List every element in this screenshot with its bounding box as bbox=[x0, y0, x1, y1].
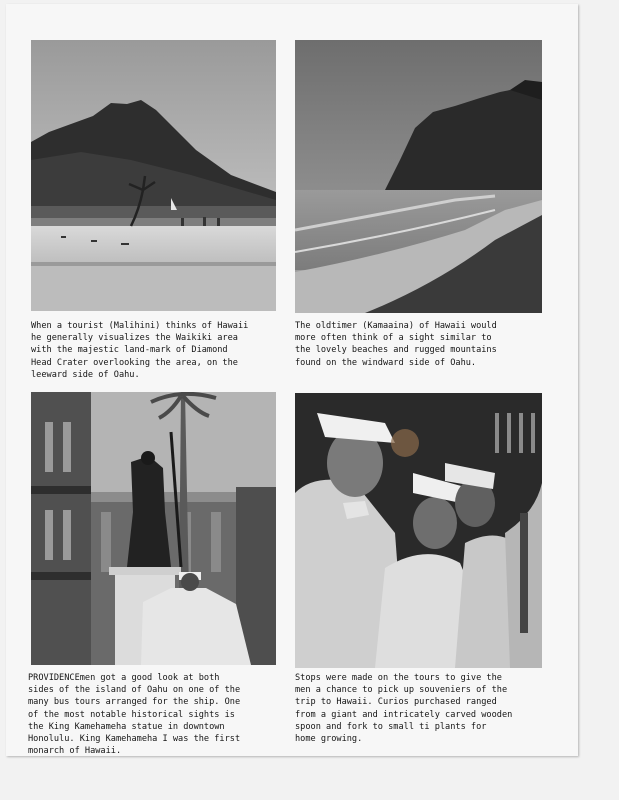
caption-line: spoon and fork to small ti plants for bbox=[295, 721, 487, 732]
caption-line: found on the windward side of Oahu. bbox=[295, 357, 477, 368]
caption-line: with the majestic land-mark of Diamond bbox=[31, 345, 228, 356]
caption-line: many bus tours arranged for the ship. One bbox=[28, 697, 241, 708]
caption-diamond-head bbox=[31, 320, 281, 381]
caption-line: home growing. bbox=[295, 734, 363, 745]
caption-line: from a giant and intricately carved wooden bbox=[295, 709, 513, 720]
caption-line: sides of the island of Oahu on one of the bbox=[28, 685, 241, 696]
caption-line: of the most notable historical sights is bbox=[28, 709, 235, 720]
caption-line: he generally visualizes the Waikiki area bbox=[31, 333, 238, 344]
photo-windward-beach bbox=[295, 40, 542, 313]
caption-line: PROVIDENCEmen got a good look at both bbox=[28, 673, 220, 683]
photo-sailors-souvenirs bbox=[295, 393, 542, 668]
caption-line: the King Kamehameha statue in downtown bbox=[28, 721, 225, 732]
caption-line: Stops were made on the tours to give the bbox=[295, 673, 502, 683]
caption-line: leeward side of Oahu. bbox=[31, 369, 140, 380]
caption-line: trip to Hawaii. Curios purchased ranged bbox=[295, 697, 497, 708]
caption-line: monarch of Hawaii. bbox=[28, 746, 122, 757]
caption-line: Head Crater overlooking the area, on the bbox=[31, 357, 238, 368]
caption-line: When a tourist (Malihini) thinks of Hawaii bbox=[31, 321, 249, 331]
caption-line: The oldtimer (Kamaaina) of Hawaii would bbox=[295, 321, 497, 331]
newsletter-page bbox=[6, 4, 578, 756]
caption-kamehameha-statue bbox=[28, 672, 280, 757]
caption-sailors-souvenirs bbox=[295, 672, 547, 745]
caption-line: the lovely beaches and rugged mountains bbox=[295, 345, 497, 356]
photo-kamehameha-statue bbox=[31, 392, 276, 665]
photo-diamond-head bbox=[31, 40, 276, 311]
caption-line: men a chance to pick up souveniers of the bbox=[295, 685, 508, 696]
caption-windward-beach bbox=[295, 320, 547, 369]
caption-line: more often think of a sight similar to bbox=[295, 333, 492, 344]
caption-line: Honolulu. King Kamehameha I was the first bbox=[28, 734, 241, 745]
